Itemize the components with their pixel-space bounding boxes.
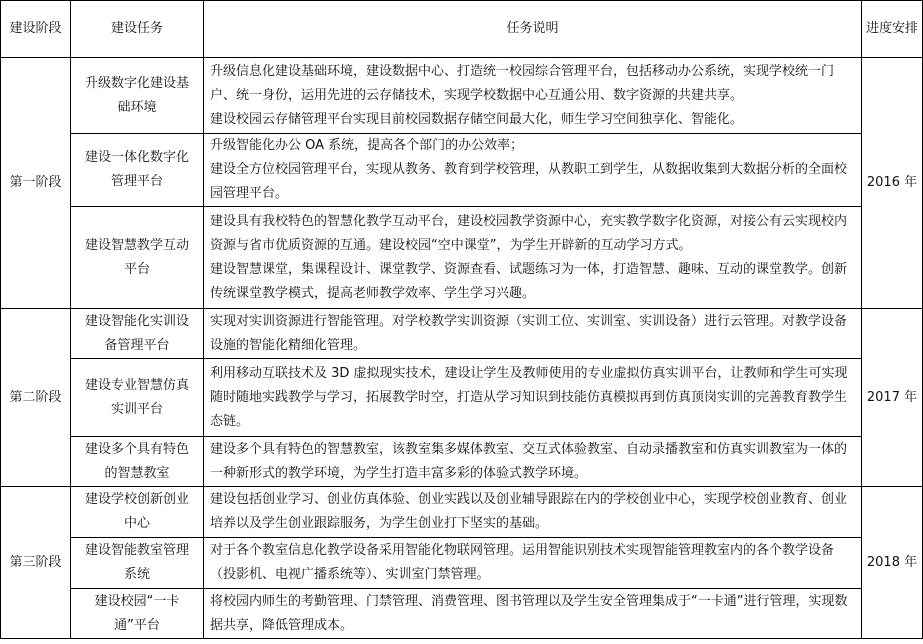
schedule-cell: 2016 年 bbox=[862, 58, 923, 309]
phase-cell: 第二阶段 bbox=[1, 309, 71, 487]
header-phase: 建设阶段 bbox=[1, 1, 71, 58]
description-paragraph: 对于各个教室信息化教学设备采用智能化物联网管理。运用智能识别技术实现智能管理教室内的各个教学设备（投影机、电视广播系统等）、实训室门禁管理。 bbox=[210, 543, 835, 582]
phase-cell: 第三阶段 bbox=[1, 487, 71, 639]
description-cell bbox=[204, 134, 862, 207]
task-cell: 建设校园“一卡通”平台 bbox=[71, 589, 204, 639]
table-row bbox=[1, 487, 923, 538]
schedule-cell: 2018 年 bbox=[862, 487, 923, 639]
description-paragraph: 建设多个具有特色的智慧教室，该教室集多媒体教室、交互式体验教室、自动录播教室和仿真实训教室为一体的一种新形式的教学环境，为学生打造丰富多彩的体验式教学环境。 bbox=[210, 441, 848, 481]
description-paragraph: 升级信息化建设基础环境，建设数据中心、打造统一校园综合管理平台，包括移动办公系统，实现学校统一门户、统一身份，运用先进的云存储技术，实现学校数据中心互通公用、数字资源的共建共享。 bbox=[210, 63, 835, 103]
table-row bbox=[1, 359, 923, 437]
header-schedule: 进度安排 bbox=[862, 1, 923, 58]
table-row bbox=[1, 207, 923, 309]
description-paragraph: 实现对实训资源进行智能管理。对学校教学实训资源（实训工位、实训室、实训设备）进行云管理。对教学设备设施的智能化精细化管理。 bbox=[210, 313, 848, 353]
description-paragraph: 升级智能化办公 OA 系统，提高各个部门的办公效率； bbox=[210, 138, 524, 153]
task-cell: 建设智慧教学互动平台 bbox=[71, 207, 204, 309]
schedule-cell: 2017 年 bbox=[862, 309, 923, 487]
description-cell bbox=[204, 359, 862, 437]
phase-cell: 第一阶段 bbox=[1, 58, 71, 309]
table-row bbox=[1, 134, 923, 207]
description-cell bbox=[204, 487, 862, 538]
description-paragraph: 建设全方位校园管理平台，实现从教务、教育到学校管理，从教职工到学生，从数据收集到大数据分析的全面校园管理平台。 bbox=[210, 162, 848, 201]
task-cell: 建设学校创新创业中心 bbox=[71, 487, 204, 538]
task-cell: 建设专业智慧仿真实训平台 bbox=[71, 359, 204, 437]
header-task: 建设任务 bbox=[71, 1, 204, 58]
description-cell bbox=[204, 437, 862, 487]
table-row bbox=[1, 589, 923, 639]
description-cell bbox=[204, 58, 862, 134]
description-paragraph: 建设包括创业学习、创业仿真体验、创业实践以及创业辅导跟踪在内的学校创业中心，实现学校创业教育、创业培养以及学生创业跟踪服务，为学生创业打下坚实的基础。 bbox=[210, 492, 848, 531]
task-cell: 建设多个具有特色的智慧教室 bbox=[71, 437, 204, 487]
table-row bbox=[1, 58, 923, 134]
table-row bbox=[1, 309, 923, 359]
description-cell bbox=[204, 309, 862, 359]
description-paragraph: 建设智慧课堂，集课程设计、课堂教学、资源查看、试题练习为一体，打造智慧、趣味、互动的课堂教学。创新传统课堂教学模式，提高老师教学效率、学生学习兴趣。 bbox=[210, 261, 848, 301]
description-cell bbox=[204, 589, 862, 639]
description-paragraph: 建设具有我校特色的智慧化教学互动平台，建设校园教学资源中心，充实教学数字化资源，对接公有云实现校内资源与省市优质资源的互通。建设校园“空中课堂”，为学生开辟新的互动学习方式。 bbox=[210, 213, 848, 253]
description-paragraph: 建设校园云存储管理平台实现目前校园数据存储空间最大化，师生学习空间独享化、智能化。 bbox=[210, 111, 744, 127]
description-paragraph: 利用移动互联技术及 3D 虚拟现实技术，建设让学生及教师使用的专业虚拟仿真实训平台，让教师和学生可实现随时随地实践教学与学习，拓展教学时空，打造从学习知识到技能仿真模拟再到仿真顶岗实训的完善教育教学生态链。 bbox=[210, 365, 848, 429]
table-header-row bbox=[1, 1, 923, 58]
task-cell: 建设智能化实训设备管理平台 bbox=[71, 309, 204, 359]
description-cell bbox=[204, 207, 862, 309]
task-cell: 升级数字化建设基础环境 bbox=[71, 58, 204, 134]
description-paragraph: 将校园内师生的考勤管理、门禁管理、消费管理、图书管理以及学生安全管理集成于“一卡通”进行管理，实现数据共享，降低管理成本。 bbox=[210, 593, 848, 633]
description-cell bbox=[204, 538, 862, 589]
table-row bbox=[1, 437, 923, 487]
table-row bbox=[1, 538, 923, 589]
task-cell: 建设智能教室管理系统 bbox=[71, 538, 204, 589]
task-cell: 建设一体化数字化管理平台 bbox=[71, 134, 204, 207]
header-description: 任务说明 bbox=[204, 1, 862, 58]
